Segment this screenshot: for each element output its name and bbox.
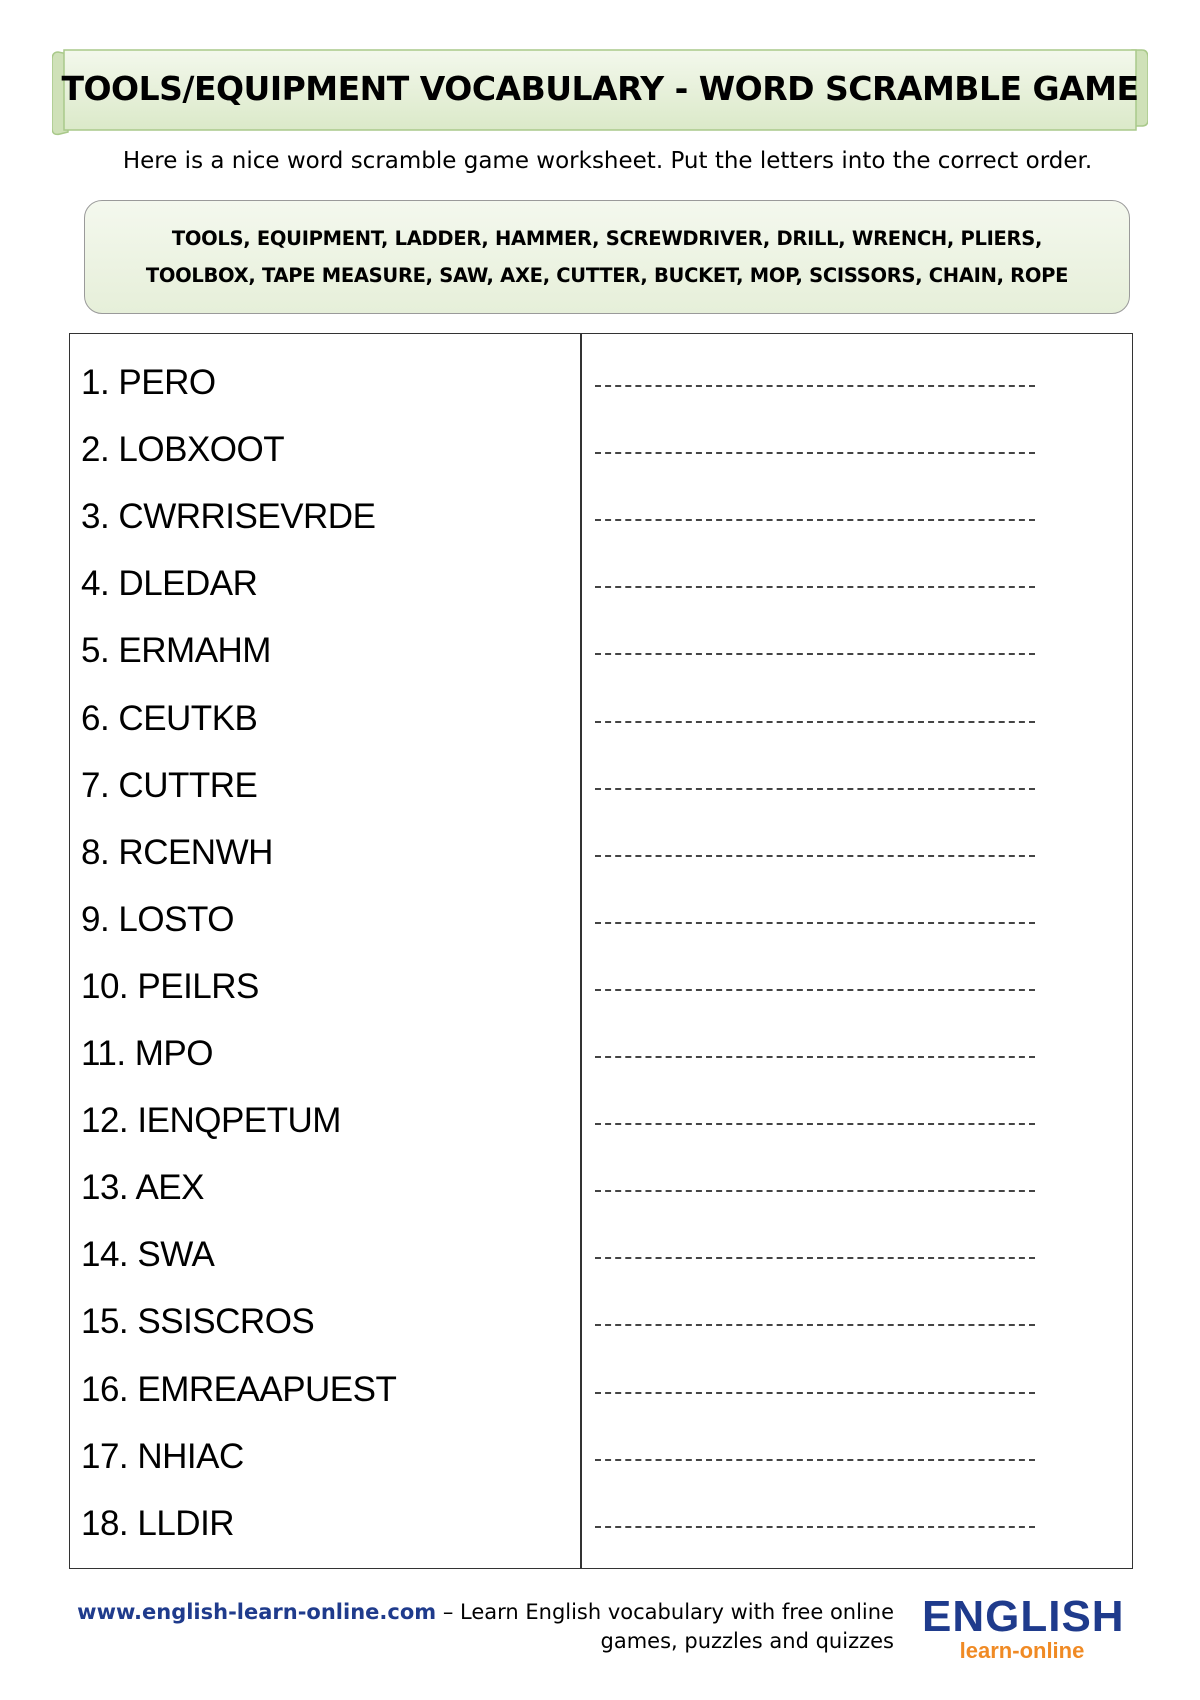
footer-tagline: – Learn English vocabulary with free online xyxy=(436,1600,894,1624)
worksheet-row xyxy=(69,416,1133,483)
worksheet-row xyxy=(69,819,1133,886)
worksheet-row xyxy=(69,1020,1133,1087)
scrambled-word: 3. CWRRISEVRDE xyxy=(81,497,376,537)
instructions-text: Here is a nice word scramble game worksheet. Put the letters into the correct order. xyxy=(122,148,1093,174)
scrambled-word: 13. AEX xyxy=(81,1168,204,1208)
scrambled-word: 8. RCENWH xyxy=(81,832,273,872)
scrambled-word: 10. PEILRS xyxy=(81,966,259,1006)
answer-line[interactable] xyxy=(595,1324,1035,1326)
title-banner xyxy=(52,46,1148,130)
scrambled-word: 7. CUTTRE xyxy=(81,765,258,805)
logo-main-text: ENGLISH xyxy=(922,1592,1125,1641)
worksheet-row xyxy=(69,685,1133,752)
answer-line[interactable] xyxy=(595,586,1035,588)
answer-line[interactable] xyxy=(595,721,1035,723)
scrambled-word: 5. ERMAHM xyxy=(81,631,271,671)
answer-line[interactable] xyxy=(595,1190,1035,1192)
worksheet-row xyxy=(69,349,1133,416)
word-bank-line: TOOLS, EQUIPMENT, LADDER, HAMMER, SCREWDRIVER, DRILL, WRENCH, PLIERS, xyxy=(171,227,1043,250)
answer-line[interactable] xyxy=(595,1123,1035,1125)
scrambled-word: 6. CEUTKB xyxy=(81,698,258,738)
worksheet-row xyxy=(69,1423,1133,1490)
worksheet-row xyxy=(69,953,1133,1020)
scrambled-word: 17. NHIAC xyxy=(81,1436,244,1476)
scrambled-word: 9. LOSTO xyxy=(81,899,234,939)
worksheet-row xyxy=(69,617,1133,684)
answer-line[interactable] xyxy=(595,1257,1035,1259)
page-title: TOOLS/EQUIPMENT VOCABULARY - WORD SCRAMBLE GAME xyxy=(61,68,1139,108)
word-bank xyxy=(84,200,1130,314)
answer-line[interactable] xyxy=(595,519,1035,521)
footer-text xyxy=(77,1598,894,1656)
answer-line[interactable] xyxy=(595,653,1035,655)
word-bank-line: TOOLBOX, TAPE MEASURE, SAW, AXE, CUTTER, BUCKET, MOP, SCISSORS, CHAIN, ROPE xyxy=(145,264,1069,287)
worksheet-row xyxy=(69,886,1133,953)
footer-tagline-2: games, puzzles and quizzes xyxy=(600,1629,894,1653)
worksheet-row xyxy=(69,483,1133,550)
answer-line[interactable] xyxy=(595,989,1035,991)
scrambled-word: 16. EMREAAPUEST xyxy=(81,1369,397,1409)
answer-line[interactable] xyxy=(595,385,1035,387)
scrambled-word: 4. DLEDAR xyxy=(81,564,258,604)
worksheet-row xyxy=(69,1087,1133,1154)
scrambled-word: 12. IENQPETUM xyxy=(81,1101,341,1141)
scrambled-word: 2. LOBXOOT xyxy=(81,430,285,470)
answer-line[interactable] xyxy=(595,855,1035,857)
worksheet-row xyxy=(69,1288,1133,1355)
worksheet-row xyxy=(69,1154,1133,1221)
scrambled-word: 14. SWA xyxy=(81,1235,215,1275)
english-learn-online-logo xyxy=(922,1592,1125,1663)
answer-line[interactable] xyxy=(595,1526,1035,1528)
answer-line[interactable] xyxy=(595,1459,1035,1461)
worksheet-row xyxy=(69,1356,1133,1423)
answer-line[interactable] xyxy=(595,1056,1035,1058)
worksheet-row xyxy=(69,1221,1133,1288)
answer-line[interactable] xyxy=(595,922,1035,924)
scrambled-word: 1. PERO xyxy=(81,363,216,402)
scrambled-word: 18. LLDIR xyxy=(81,1503,235,1543)
logo-sub-text: learn-online xyxy=(959,1638,1085,1663)
answer-line[interactable] xyxy=(595,788,1035,790)
scrambled-word: 11. MPO xyxy=(81,1034,214,1073)
scrambled-word: 15. SSISCROS xyxy=(81,1302,315,1342)
answer-line[interactable] xyxy=(595,452,1035,454)
answer-line[interactable] xyxy=(595,1392,1035,1394)
worksheet-row xyxy=(69,550,1133,617)
worksheet-row xyxy=(69,1490,1133,1557)
footer-link[interactable]: www.english-learn-online.com xyxy=(77,1600,437,1624)
worksheet-row xyxy=(69,752,1133,819)
